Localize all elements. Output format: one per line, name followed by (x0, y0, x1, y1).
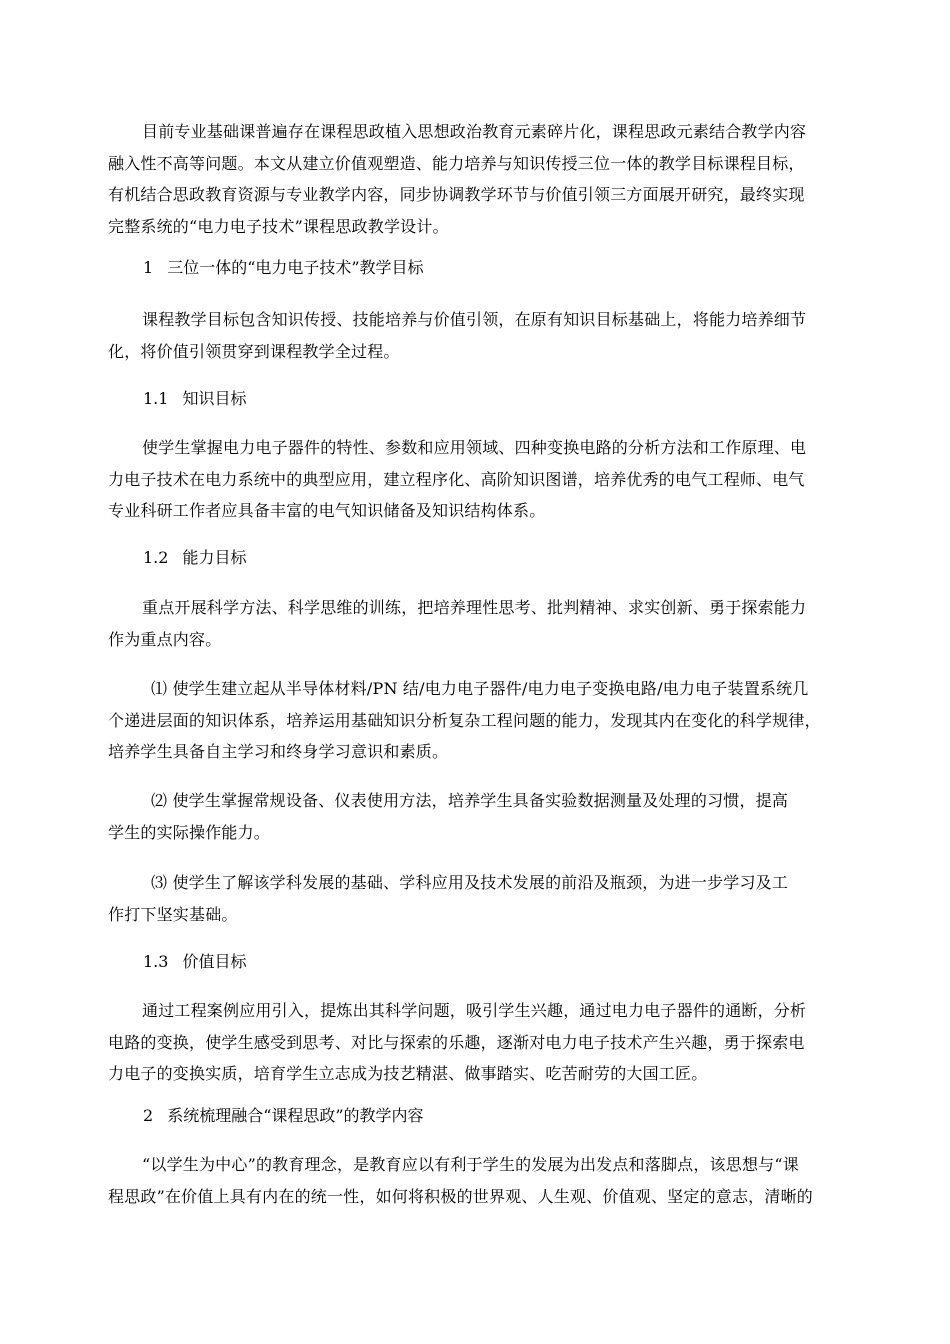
section-heading-1 (143, 256, 424, 280)
text-line: ⑵ 使学生掌握常规设备、仪表使用方法，培养学生具备实验数据测量及处理的习惯，提高 (151, 791, 789, 810)
section-heading-1-3 (143, 950, 246, 974)
text-line: 融入性不高等问题。本文从建立价值观塑造、能力培养与知识传授三位一体的教学目标课程目标， (108, 153, 805, 173)
paragraph-intro (108, 116, 843, 242)
text-line: 重点开展科学方法、科学思维的训练，把培养理性思考、批判精神、求实创新、勇于探索能力 (142, 598, 807, 617)
text-line: ⑴ 使学生建立起从半导体材料/PN 结/电力电子器件/电力电子变换电路/电力电子装置系统几 (151, 679, 809, 698)
heading-number: 1.2 (143, 548, 169, 567)
text-line: 力电子技术在电力系统中的典型应用，建立程序化、高阶知识图谱，培养优秀的电气工程师、电气 (108, 469, 805, 489)
section-heading-1-2 (143, 546, 246, 570)
heading-text: 能力目标 (182, 548, 247, 567)
text-line: 学生的实际操作能力。 (108, 822, 271, 842)
list-item-3 (108, 867, 843, 930)
text-line: 化，将价值引领贯穿到课程教学全过程。 (108, 341, 400, 361)
text-line: 个递进层面的知识体系，培养运用基础知识分析复杂工程问题的能力，发现其内在变化的科学规律， (108, 710, 821, 730)
paragraph-ability (108, 592, 843, 655)
section-heading-2 (143, 1104, 424, 1128)
heading-number: 1.1 (143, 389, 169, 408)
paragraph-goals (108, 304, 843, 367)
text-line: 课程教学目标包含知识传授、技能培养与价值引领，在原有知识目标基础上，将能力培养细节 (142, 310, 807, 329)
heading-number: 1.3 (143, 952, 169, 971)
text-line: 有机结合思政教育资源与专业教学内容，同步协调教学环节与价值引领三方面展开研究，最终实现 (108, 185, 805, 204)
text-line: 使学生掌握电力电子器件的特性、参数和应用领域、四种变换电路的分析方法和工作原理、电 (142, 438, 807, 457)
text-line: 完整系统的“电力电子技术”课程思政教学设计。 (108, 216, 449, 236)
list-item-2 (108, 785, 843, 848)
heading-number: 1 (143, 258, 154, 277)
text-line: 程思政”在价值上具有内在的统一性，如何将积极的世界观、人生观、价值观、坚定的意志，清晰的 (108, 1186, 813, 1206)
text-line: 专业科研工作者应具备丰富的电气知识储备及知识结构体系。 (108, 501, 546, 520)
text-line: 目前专业基础课普遍存在课程思政植入思想政治教育元素碎片化，课程思政元素结合教学内容 (142, 122, 807, 141)
section-heading-1-1 (143, 387, 246, 411)
heading-number: 2 (143, 1106, 154, 1125)
text-line: “以学生为中心”的教育理念，是教育应以有利于学生的发展为出发点和落脚点，该思想与“课 (142, 1155, 799, 1174)
text-line: 培养学生具备自主学习和终身学习意识和素质。 (108, 742, 449, 761)
text-line: 力电子的变换实质，培育学生立志成为技艺精湛、做事踏实、吃苦耐劳的大国工匠。 (108, 1064, 708, 1083)
text-line: 电路的变换，使学生感受到思考、对比与探索的乐趣，逐渐对电力电子技术产生兴趣，勇于探索电 (108, 1032, 805, 1052)
heading-text: 知识目标 (182, 389, 247, 408)
text-line: 作打下坚实基础。 (108, 904, 238, 924)
text-line: 通过工程案例应用引入，提炼出其科学问题，吸引学生兴趣，通过电力电子器件的通断，分析 (142, 1001, 807, 1020)
paragraph-student-centered (108, 1149, 843, 1212)
paragraph-knowledge (108, 432, 843, 527)
heading-text: 三位一体的“电力电子技术”教学目标 (167, 258, 424, 277)
text-line: 作为重点内容。 (108, 629, 222, 649)
list-item-1 (108, 673, 843, 768)
heading-text: 系统梳理融合“课程思政”的教学内容 (167, 1106, 424, 1125)
text-line: ⑶ 使学生了解该学科发展的基础、学科应用及技术发展的前沿及瓶颈，为进一步学习及工 (151, 873, 789, 892)
heading-text: 价值目标 (182, 952, 247, 971)
paragraph-value (108, 995, 843, 1090)
